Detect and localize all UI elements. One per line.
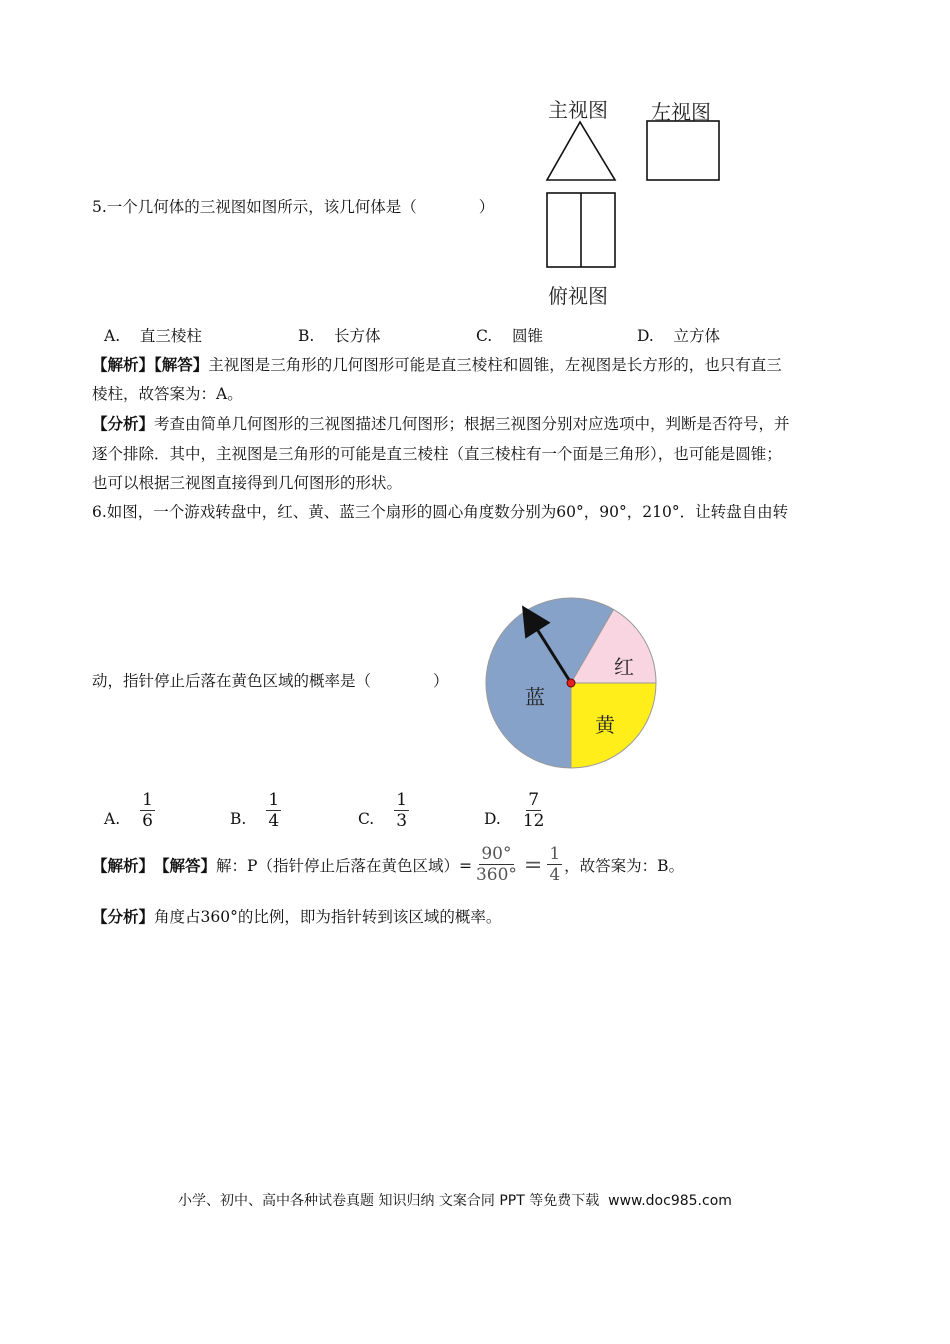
q6-option-d: D. $\frac{7}{12}$ bbox=[484, 790, 545, 831]
q6-analysis: 【分析】角度占360°的比例，即为指针转到该区域的概率。 bbox=[92, 907, 502, 926]
q5-stem: 5.一个几何体的三视图如图所示，该几何体是（ ） bbox=[92, 198, 495, 216]
spinner-figure bbox=[480, 590, 666, 776]
footer-site-link[interactable]: www.doc985.com bbox=[608, 1193, 732, 1209]
q6-option-a: A. $\frac{1}{6}$ bbox=[104, 790, 153, 831]
answer-fraction-2: $\frac{1}{4}$ bbox=[549, 844, 561, 885]
left-view-label: 左视图 bbox=[651, 100, 711, 124]
q5-answer-line2: 棱柱，故答案为：A。 bbox=[92, 385, 243, 403]
page-footer: 小学、初中、高中各种试卷真题 知识归纳 文案合同 PPT 等免费下载 www.doc985.com bbox=[178, 1193, 732, 1209]
left-view-rectangle bbox=[647, 121, 719, 180]
spinner-blue-label: 蓝 bbox=[525, 685, 545, 709]
spinner-red-label: 红 bbox=[614, 655, 634, 679]
top-view-label: 俯视图 bbox=[548, 284, 608, 308]
q5-analysis-line2: 逐个排除．其中，主视图是三角形的可能是直三棱柱（直三棱柱有一个面是三角形），也可能是圆锥； bbox=[92, 445, 782, 463]
q6-option-c: C. $\frac{1}{3}$ bbox=[358, 790, 408, 831]
q6-option-b: B. $\frac{1}{4}$ bbox=[230, 790, 280, 831]
q5-option-d: D. 立方体 bbox=[637, 327, 721, 345]
q6-stem-line2: 动，指针停止后落在黄色区域的概率是（ ） bbox=[92, 672, 449, 690]
q5-option-c: C. 圆锥 bbox=[476, 327, 543, 345]
spinner-yellow-label: 黄 bbox=[595, 713, 615, 737]
q5-analysis-line1: 【分析】考查由简单几何图形的三视图描述几何图形；根据三视图分别对应选项中，判断是否符号，并 bbox=[92, 414, 790, 433]
q6-stem-line1: 6.如图，一个游戏转盘中，红、黄、蓝三个扇形的圆心角度数分别为60°，90°，210°．让转盘自由转 bbox=[92, 503, 789, 521]
front-view-label: 主视图 bbox=[548, 98, 608, 122]
q5-answer-line1: 【解析】【解答】主视图是三角形的几何图形可能是直三棱柱和圆锥，左视图是长方形的，也只有直三 bbox=[92, 355, 782, 374]
answer-fraction-1: $\frac{90^\circ}{360^\circ}$ bbox=[475, 844, 517, 885]
q5-option-b: B. 长方体 bbox=[298, 327, 381, 345]
three-view-drawing bbox=[540, 92, 730, 307]
three-view-figure bbox=[540, 92, 730, 307]
spinner-center-dot bbox=[567, 679, 575, 687]
q5-option-a: A. 直三棱柱 bbox=[104, 327, 202, 345]
front-view-triangle bbox=[547, 122, 615, 180]
q5-analysis-line3: 也可以根据三视图直接得到几何图形的形状。 bbox=[92, 474, 403, 492]
q6-answer-line: 【解析】 【解答】 解：P（指针停止后落在黄色区域）= $\frac{90^\circ}{360^\circ}$ = $\frac{1}{4}$ ，故答案为：B。 bbox=[92, 844, 685, 885]
